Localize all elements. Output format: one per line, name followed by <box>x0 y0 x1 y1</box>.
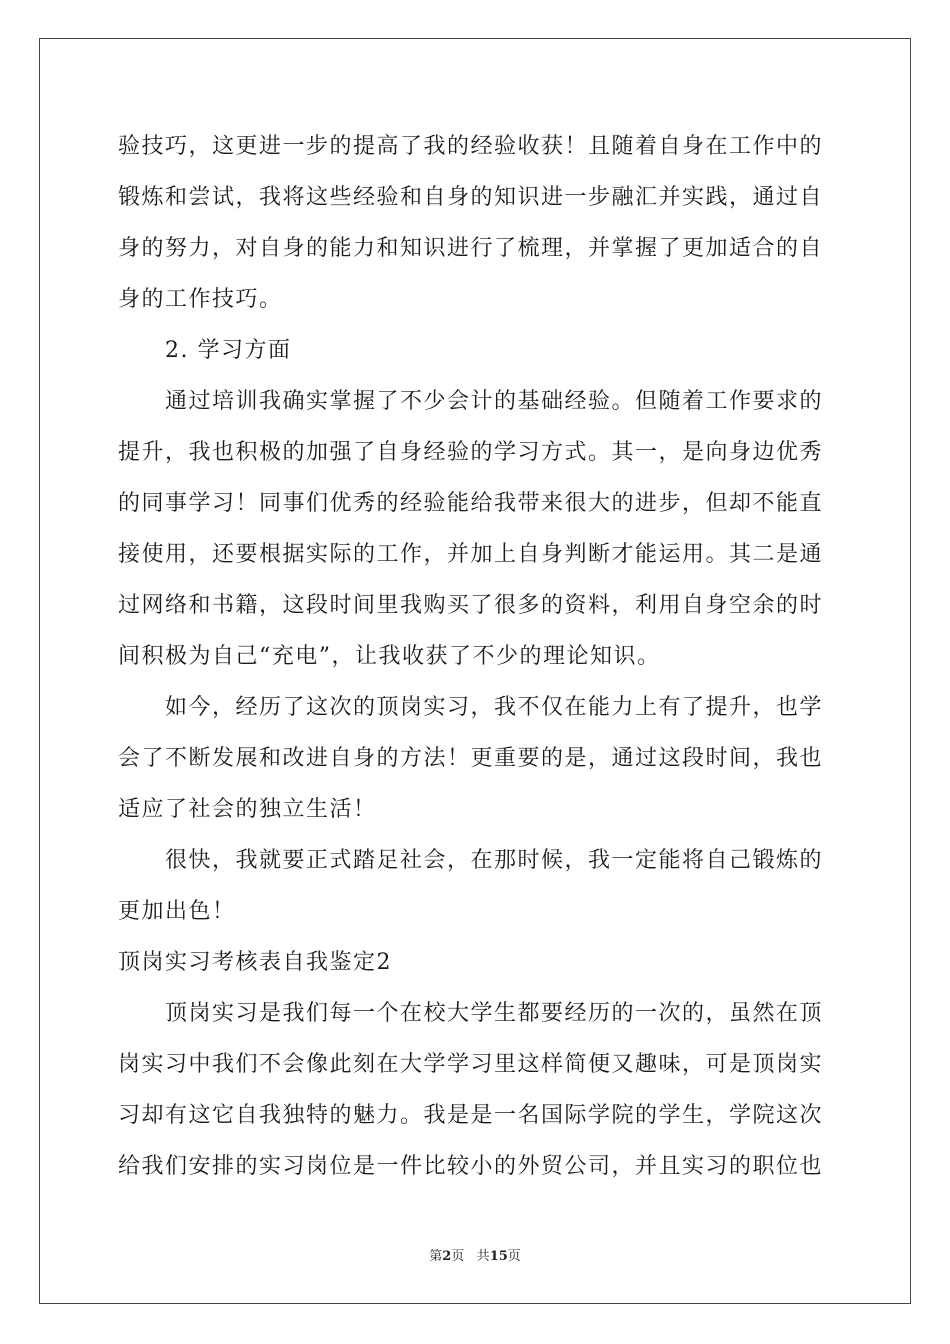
text-line: 身的工作技巧。 <box>118 287 283 312</box>
text-line: 很快，我就要正式踏足社会，在那时候，我一定能将自己锻炼的 <box>165 848 824 873</box>
page-label-prefix: 第 <box>429 1249 443 1264</box>
text-line: 如今，经历了这次的顶岗实习，我不仅在能力上有了提升，也学 <box>165 695 824 720</box>
text-line: 的同事学习！同事们优秀的经验能给我带来很大的进步，但却不能直 <box>118 491 824 516</box>
total-label-suffix: 页 <box>507 1249 521 1264</box>
document-title: 顶岗实习考核表自我鉴定2 <box>118 950 392 975</box>
text-line: 过网络和书籍，这段时间里我购买了很多的资料，利用自身空余的时 <box>118 593 824 618</box>
page-footer <box>0 1245 950 1264</box>
text-line: 会了不断发展和改进自身的方法！更重要的是，通过这段时间，我也 <box>118 746 824 771</box>
text-line: 验技巧，这更进一步的提高了我的经验收获！且随着自身在工作中的 <box>118 134 824 159</box>
text-line: 间积极为自己“充电”，让我收获了不少的理论知识。 <box>118 644 661 669</box>
text-line: 锻炼和尝试，我将这些经验和自身的知识进一步融汇并实践，通过自 <box>118 185 824 210</box>
text-line: 习却有这它自我独特的魅力。我是是一名国际学院的学生，学院这次 <box>118 1103 824 1128</box>
section-heading: 2. 学习方面 <box>165 338 292 363</box>
text-line: 提升，我也积极的加强了自身经验的学习方式。其一，是向身边优秀 <box>118 440 824 465</box>
text-line: 身的努力，对自身的能力和知识进行了梳理，并掌握了更加适合的自 <box>118 236 824 261</box>
page-label-suffix: 页 <box>451 1249 465 1264</box>
text-line: 岗实习中我们不会像此刻在大学学习里这样简便又趣味，可是顶岗实 <box>118 1052 824 1077</box>
text-line: 通过培训我确实掌握了不少会计的基础经验。但随着工作要求的 <box>165 389 824 414</box>
text-line: 适应了社会的独立生活！ <box>118 797 377 822</box>
text-line: 更加出色！ <box>118 899 236 924</box>
text-line: 接使用，还要根据实际的工作，并加上自身判断才能运用。其二是通 <box>118 542 824 567</box>
total-pages: 15 <box>489 1249 508 1264</box>
page-number: 2 <box>442 1249 452 1264</box>
total-label-prefix: 共 <box>476 1249 490 1264</box>
text-line: 给我们安排的实习岗位是一件比较小的外贸公司，并且实习的职位也 <box>118 1154 824 1179</box>
text-line: 顶岗实习是我们每一个在校大学生都要经历的一次的，虽然在顶 <box>165 1001 824 1026</box>
